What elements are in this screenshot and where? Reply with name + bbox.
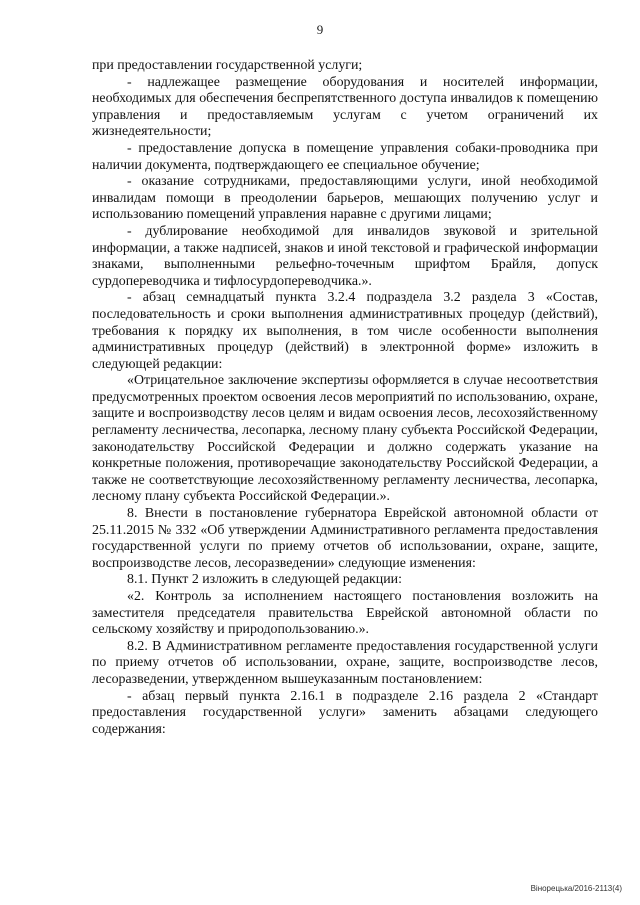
paragraph-guide-dog-admission: - предоставление допуска в помещение управления собаки-проводника при наличии документа, подтверждающего ее специальное обучение; <box>92 140 598 173</box>
paragraph-item-8-1: 8.1. Пункт 2 изложить в следующей редакции: <box>127 572 402 588</box>
paragraph-control-clause: «2. Контроль за исполнением настоящего постановления возложить на заместителя председателя правительства Еврейской автономной области по сельскому хозяйству и природопользованию.». <box>92 589 598 638</box>
paragraph-information-duplication: - дублирование необходимой для инвалидов звуковой и зрительной информации, а также надписей, знаков и иной текстовой и графической информации знаками, выполненными рельефно-точечным шрифтом Брайля, допуск сурдопереводчика и тифлосурдопереводчика.». <box>92 223 598 289</box>
paragraph-clause-3-2-4: - абзац семнадцатый пункта 3.2.4 подраздела 3.2 раздела 3 «Состав, последовательность и сроки выполнения административных процедур (действий), требования к порядку их выполнения, в том числе особенности выполнения административных процедур (действий) в электронной форме» изложить в следующей редакции: <box>92 290 598 372</box>
paragraph-staff-assistance: - оказание сотрудниками, предоставляющими услуги, иной необходимой инвалидам помощи в преодолении барьеров, мешающих получению услуг и использованию помещений управления наравне с другими лицами; <box>92 174 598 223</box>
document-footer-code: Вінорецька/2016-2113(4) <box>530 884 622 893</box>
paragraph-item-8-2: 8.2. В Административном регламенте предоставления государственной услуги по приему отчетов об использовании, охране, защите, воспроизводстве лесов, лесоразведении, утвержденном вышеуказанным постановлением: <box>92 638 598 687</box>
paragraph-negative-conclusion: «Отрицательное заключение экспертизы оформляется в случае несоответствия предусмотренных проектом освоения лесов мероприятий по использованию, охране, защите и воспроизводству лесов целям и видам освоения лесов, лесохозяйственному регламенту лесничества, лесопарка, лесному плану субъекта Российской Федерации, законодательству Российской Федерации и должно содержать указание на конкретные положения, противоречащие законодательству Российской Федерации, а также не соответствующие лесохозяйственному регламенту лесничества, лесопарка, лесному плану субъекта Российской Федерации.». <box>92 373 598 505</box>
page-number: 9 <box>316 22 324 37</box>
paragraph-equipment-placement: - надлежащее размещение оборудования и носителей информации, необходимых для обеспечения беспрепятственного доступа инвалидов к помещению управления и предоставляемым услугам с учетом ограничений их жизнедеятельности; <box>92 74 598 140</box>
paragraph-clause-2-16-1: - абзац первый пункта 2.16.1 в подразделе 2.16 раздела 2 «Стандарт предоставления государственной услуги» заменить абзацами следующего содержания: <box>92 688 598 737</box>
document-body <box>92 58 598 738</box>
paragraph-item-8: 8. Внести в постановление губернатора Еврейской автономной области от 25.11.2015 № 332 «Об утверждении Административного регламента предоставления государственной услуги по приему отчетов об использовании, охране, защите, воспроизводстве лесов, лесоразведении» следующие изменения: <box>92 506 598 571</box>
paragraph-service-provision-end: при предоставлении государственной услуги; <box>92 58 363 73</box>
